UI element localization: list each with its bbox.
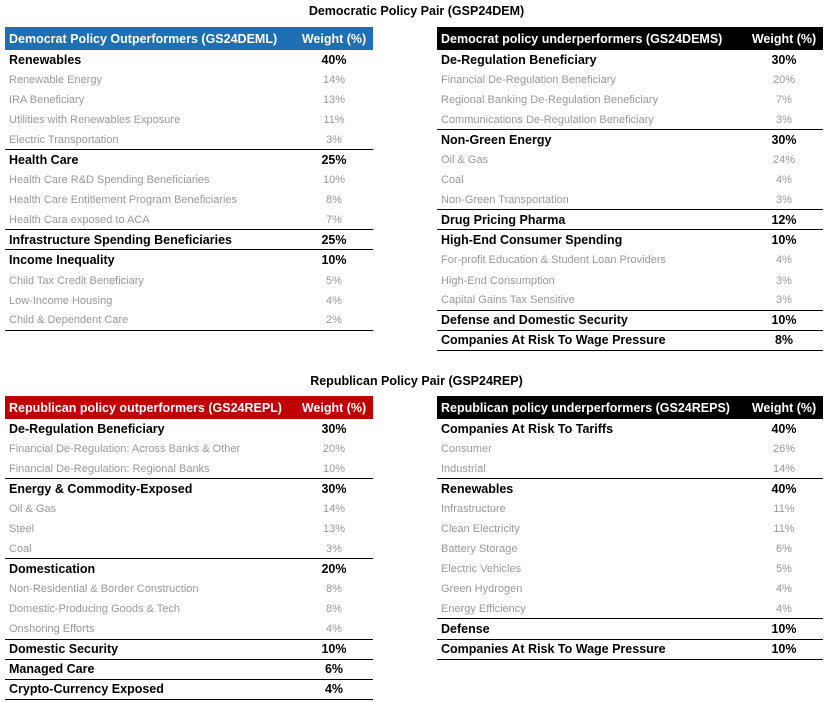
row-weight: 6% [776,543,792,556]
row-weight: 30% [321,422,347,437]
row-name: Onshoring Efforts [9,622,95,635]
subcategory-row [437,110,823,130]
row-name: Oil & Gas [441,154,489,167]
subcategory-row [5,130,373,150]
subcategory-row [5,499,373,519]
row-name: Companies At Risk To Tariffs [441,422,614,437]
row-weight: 8% [326,603,342,616]
row-weight: 40% [771,482,797,497]
subcategory-row [437,579,823,599]
row-name: Financial De-Regulation: Across Banks & Other [9,443,241,456]
row-name: Renewable Energy [9,74,102,87]
weight-column-header: Weight (%) [301,31,367,46]
row-weight: 11% [323,114,345,127]
row-name: Financial De-Regulation Beneficiary [441,74,616,87]
subcategory-row [437,271,823,291]
row-name: Infrastructure [441,503,506,516]
subcategory-row [5,599,373,619]
row-weight: 10% [322,462,346,475]
category-row [437,479,823,499]
republican-outperformers-table [5,396,373,700]
category-row [5,559,373,579]
category-row [437,130,823,150]
row-weight: 26% [772,443,796,456]
subcategory-row [437,291,823,311]
category-row [5,150,373,170]
table-header [437,27,823,50]
row-name: Infrastructure Spending Beneficiaries [9,232,232,247]
category-row [5,479,373,499]
row-weight: 7% [326,213,342,226]
subcategory-row [5,190,373,210]
row-name: Health Care Entitlement Program Beneficiaries [9,194,238,207]
row-weight: 8% [326,194,342,207]
row-name: Child Tax Credit Beneficiary [9,274,144,287]
category-row [5,660,373,680]
row-weight: 10% [771,313,797,328]
category-row [5,250,373,270]
democrat-underperformers-table [437,27,823,351]
row-name: High-End Consumer Spending [441,233,623,248]
category-row [437,331,823,351]
header-title: Republican policy underperformers (GS24REPS) [441,400,730,415]
weight-column-header: Weight (%) [301,400,367,415]
row-name: Clean Electricity [441,523,520,536]
row-name: Green Hydrogen [441,583,523,596]
category-row [5,419,373,439]
category-row [5,230,373,250]
row-weight: 40% [771,422,797,437]
row-weight: 30% [771,133,797,148]
row-weight: 4% [776,583,792,596]
row-name: Steel [9,523,35,536]
row-name: Electric Vehicles [441,563,522,576]
row-weight: 14% [772,462,796,475]
subcategory-row [437,150,823,170]
row-name: Battery Storage [441,543,518,556]
table-header [437,396,823,419]
table-header [5,396,373,419]
subcategory-row [5,291,373,311]
row-weight: 10% [321,253,347,268]
row-name: Companies At Risk To Wage Pressure [441,642,666,657]
row-weight: 3% [776,294,792,307]
category-row [437,419,823,439]
category-row [5,680,373,700]
row-weight: 13% [322,523,346,536]
header-title: Democrat policy underperformers (GS24DEMS) [441,31,723,46]
row-name: Consumer [441,443,492,456]
category-row [437,311,823,331]
row-weight: 13% [322,94,346,107]
header-title: Republican policy outperformers (GS24REPL) [9,400,282,415]
category-row [437,640,823,660]
row-weight: 20% [321,562,347,577]
row-name: Financial De-Regulation: Regional Banks [9,462,210,475]
row-weight: 4% [326,622,342,635]
row-weight: 25% [321,153,347,168]
header-title: Democrat Policy Outperformers (GS24DEML) [9,31,278,46]
row-name: Renewables [9,53,82,68]
row-name: Defense and Domestic Security [441,313,628,328]
subcategory-row [437,519,823,539]
row-name: Low-Income Housing [9,294,113,307]
row-name: Crypto-Currency Exposed [9,682,164,697]
row-name: Income Inequality [9,253,115,268]
republican-underperformers-table [437,396,823,660]
subcategory-row [5,519,373,539]
row-name: Industrial [441,462,486,475]
row-name: For-profit Education & Student Loan Providers [441,254,667,267]
row-weight: 14% [322,74,346,87]
row-name: Energy & Commodity-Exposed [9,482,193,497]
row-weight: 3% [326,542,342,555]
subcategory-row [5,70,373,90]
subcategory-row [437,250,823,270]
row-name: IRA Beneficiary [9,94,85,107]
row-weight: 10% [771,233,797,248]
row-name: Domestic-Producing Goods & Tech [9,603,180,616]
subcategory-row [5,170,373,190]
row-name: Regional Banking De-Regulation Beneficiary [441,94,659,107]
subcategory-row [5,539,373,559]
row-name: Health Care [9,153,79,168]
row-name: De-Regulation Beneficiary [441,53,597,68]
category-row [5,50,373,70]
row-name: Oil & Gas [9,503,57,516]
row-name: Utilities with Renewables Exposure [9,114,181,127]
row-name: Coal [9,542,32,555]
subcategory-row [5,459,373,479]
row-name: Managed Care [9,662,95,677]
row-weight: 4% [324,682,344,697]
subcategory-row [5,311,373,331]
subcategory-row [437,70,823,90]
category-row [437,619,823,639]
row-weight: 11% [773,503,795,516]
subcategory-row [5,271,373,291]
subcategory-row [437,499,823,519]
row-weight: 4% [776,174,792,187]
row-weight: 7% [776,94,792,107]
subcategory-row [437,170,823,190]
row-weight: 3% [776,113,792,126]
subcategory-row [5,110,373,130]
row-weight: 4% [326,294,342,307]
row-name: Non-Residential & Border Construction [9,583,199,596]
weight-column-header: Weight (%) [751,31,817,46]
row-name: Electric Transportation [9,133,119,146]
row-name: Capital Gains Tax Sensitive [441,294,575,307]
row-weight: 4% [776,602,792,615]
subcategory-row [5,210,373,230]
row-name: Coal [441,174,464,187]
subcategory-row [5,579,373,599]
row-weight: 20% [322,443,346,456]
row-weight: 14% [322,503,346,516]
row-weight: 2% [326,314,342,327]
category-row [437,210,823,230]
row-name: Companies At Risk To Wage Pressure [441,333,666,348]
row-name: Drug Pricing Pharma [441,212,566,227]
row-weight: 5% [776,563,792,576]
row-weight: 10% [322,174,346,187]
subcategory-row [5,439,373,459]
row-weight: 20% [772,74,796,87]
row-name: High-End Consumption [441,274,555,287]
subcategory-row [437,90,823,110]
row-name: Energy Efficiency [441,602,526,615]
row-weight: 25% [321,232,347,247]
row-weight: 10% [321,642,347,657]
row-weight: 12% [771,212,797,227]
category-row [5,640,373,660]
row-name: Non-Green Energy [441,133,552,148]
row-weight: 10% [771,621,797,636]
subcategory-row [437,439,823,459]
row-name: Renewables [441,482,514,497]
subcategory-row [437,539,823,559]
row-name: Health Cara exposed to ACA [9,213,150,226]
category-row [437,230,823,250]
row-weight: 3% [326,133,342,146]
row-name: Non-Green Transportation [441,193,569,206]
row-name: Communications De-Regulation Beneficiary [441,113,654,126]
subcategory-row [437,190,823,210]
row-name: Defense [441,621,490,636]
row-weight: 30% [771,53,797,68]
category-row [437,50,823,70]
row-weight: 3% [776,274,792,287]
row-weight: 24% [772,154,796,167]
subcategory-row [437,599,823,619]
row-name: Domestication [9,562,96,577]
row-weight: 10% [771,642,797,657]
democratic-pair-title: Democratic Policy Pair (GSP24DEM) [308,4,525,18]
democrat-outperformers-table [5,27,373,331]
row-weight: 8% [326,583,342,596]
republican-pair-title: Republican Policy Pair (GSP24REP) [310,374,523,388]
row-name: Health Care R&D Spending Beneficiaries [9,174,210,187]
row-weight: 8% [774,333,794,348]
weight-column-header: Weight (%) [751,400,817,415]
row-name: De-Regulation Beneficiary [9,422,165,437]
subcategory-row [5,619,373,639]
row-weight: 40% [321,53,347,68]
row-weight: 5% [326,274,342,287]
subcategory-row [5,90,373,110]
row-name: Child & Dependent Care [9,314,129,327]
subcategory-row [437,459,823,479]
table-header [5,27,373,50]
row-weight: 4% [776,254,792,267]
row-weight: 6% [324,662,344,677]
row-weight: 30% [321,482,347,497]
subcategory-row [437,559,823,579]
row-weight: 11% [773,523,795,536]
row-weight: 3% [776,193,792,206]
row-name: Domestic Security [9,642,119,657]
